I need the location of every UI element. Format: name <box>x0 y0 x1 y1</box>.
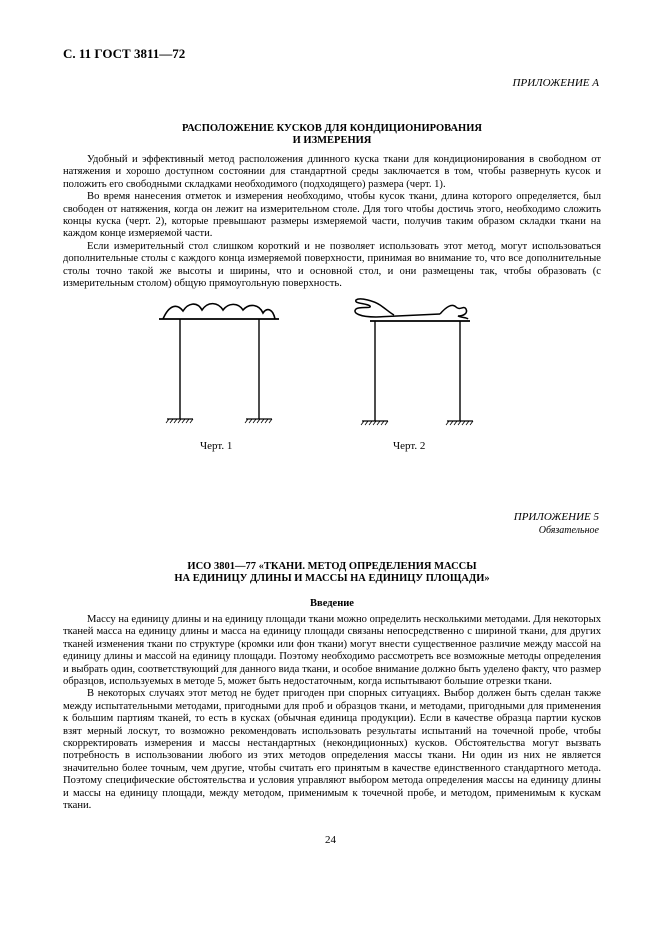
section1-title-line1: РАСПОЛОЖЕНИЕ КУСКОВ ДЛЯ КОНДИЦИОНИРОВАНИЯ <box>182 123 482 134</box>
section2-title <box>63 561 601 585</box>
section2-subtitle: Введение <box>310 598 354 609</box>
section2-body <box>63 614 601 813</box>
page-number: 24 <box>325 834 336 846</box>
appendix-5-title: ПРИЛОЖЕНИЕ 5 <box>513 511 599 523</box>
section2-title-line2: НА ЕДИНИЦУ ДЛИНЫ И МАССЫ НА ЕДИНИЦУ ПЛОЩАДИ» <box>174 573 490 584</box>
section1-paragraph: Удобный и эффективный метод расположения длинного куска ткани для кондиционирования в свободном от натяжения и хорошо доступном состоянии для стандартной среды заключается в том, чтобы развернуть кусок и положить его свободными складками необходимого (подходящего) размера (черт. 1). <box>63 154 601 190</box>
fabric-flat <box>376 314 440 317</box>
fabric-folds <box>163 304 275 319</box>
floor-left <box>166 419 193 423</box>
section2-paragraph: Массу на единицу длины и на единицу площади ткани можно определить несколькими методами. Для некоторых тканей масса на единицу длины и масса на единицу площади связаны непосредственно с шириной ткани, для других тканей изменения ткани по структуре (кромки или фон ткани) могут внести существенное различие между массой на единицу длины и массой на единицу площади. Поэтому необходимо рассмотреть все возможные методы определения и выбрать один, соответствующий для данного вида ткани, и особое внимание должно быть уделено факту, что размер образцов, используемых в методе 5, может быть недостаточным, когда испытывают большие отрезки ткани. <box>63 614 601 688</box>
document-reference: С. 11 ГОСТ 3811—72 <box>63 46 186 61</box>
section2-title-line1: ИСО 3801—77 «ТКАНИ. МЕТОД ОПРЕДЕЛЕНИЯ МАССЫ <box>187 561 477 572</box>
figure-2-caption: Черт. 2 <box>393 440 426 452</box>
section1-body <box>63 154 601 290</box>
section1-title <box>63 123 601 147</box>
floor-right <box>245 419 272 423</box>
appendix-a-label: ПРИЛОЖЕНИЕ А <box>512 77 599 89</box>
appendix-5-status: Обязательное <box>538 525 599 536</box>
section1-title-line2: И ИЗМЕРЕНИЯ <box>292 135 372 146</box>
figure-1-caption: Черт. 1 <box>200 440 233 452</box>
section1-paragraph: Если измерительный стол слишком короткий и не позволяет использовать этот метод, могут использоваться дополнительные столы с каждого конца измеряемой поверхности, принимая во внимание то, что все дополнительные столы точно такой же высоты и ширины, что и основной стол, и они размещены так, чтобы образовать (с измерительным столом) общую прямоугольную поверхность. <box>63 240 601 290</box>
figure-1-drawing <box>155 297 285 437</box>
figure-2-drawing <box>346 297 476 437</box>
folded-end-right <box>440 305 468 319</box>
floor-right <box>446 421 473 425</box>
appendix-5-label <box>514 511 599 537</box>
folded-end-left <box>355 299 394 317</box>
section2-paragraph: В некоторых случаях этот метод не будет пригоден при спорных ситуациях. Выбор должен быть сделан также между испытательными методами, пригодными для проб и образцов ткани, и методами, пригодными для применения к большим партиям тканей, то есть в кусках (обычная единица продукции). Если в качестве образца партии кусков взят мерный лоскут, то возможно рекомендовать использовать результаты испытаний на точечной пробе, чтобы скорректировать измерения и массы нестандартных (некондиционных) кусков. Обстоятельства могут вызвать потребность в использовании любого из этих методов определения массы ткани. Ни один из них не является значительно более точным, чем другие, чтобы считать его принятым в качестве единственного стандартного метода. Поэтому специфические обстоятельства и условия управляют выбором метода определения массы на единицу длины и массы на единицу площади, между методом, применимым к точечной пробе, и методом, применимым к кускам ткани. <box>63 688 601 812</box>
section1-paragraph: Во время нанесения отметок и измерения необходимо, чтобы кусок ткани, длина которого определяется, был свободен от натяжения, когда он лежит на измерительном столе. Для того чтобы достичь этого, необходимо сложить концы куска (черт. 2), которые превышают размеры измеряемой части, получив таким образом складки ткани на каждом конце измеряемой части. <box>63 191 601 240</box>
floor-left <box>361 421 388 425</box>
